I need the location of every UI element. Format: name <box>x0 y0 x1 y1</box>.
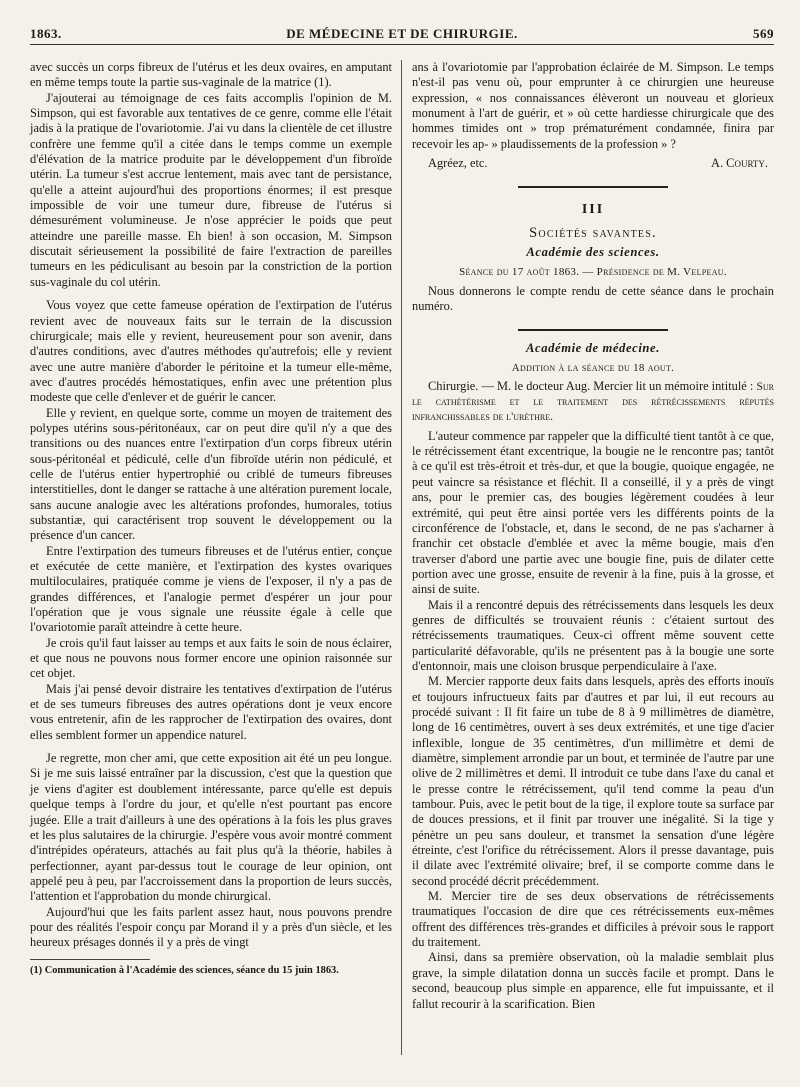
section-title: Sociétés savantes. <box>529 225 657 242</box>
paragraph: J'ajouterai au témoignage de ces faits accomplis l'opinion de M. Simpson, qui est favorable aux tentatives de ce genre, comme elle l'était jadis à la pratique de l'ovariotomie. J'ai vu dans la clientèle de cet illustre confrère une femme qu'il a citée dans le temps comme un exemple d'élévation de la matrice produite par le développement d'un fibroïde utérin. La tumeur s'est accrue lentement, mais avec tant de persistance, qu'elle a atteint aujourd'hui des proportions énormes; il est presque impossible de voir une tumeur dure, fibreuse de l'utérus si démesurément volumineuse. Je n'ose apprécier le poids que peut atteindre une pareille masse. Eh bien! à son occasion, M. Simpson discutait sérieusement la possibilité de faire l'extraction de pareilles tumeurs en les pédiculisant au besoin par la constriction de la portion sus-vaginale du col utérin. <box>30 90 392 289</box>
paragraph <box>412 379 774 425</box>
section-number: III <box>581 202 605 218</box>
signature-line <box>412 156 774 172</box>
paragraph: L'auteur commence par rappeler que la difficulté tient tantôt à ce que, le rétrécissement étant excentrique, la bougie ne le rencontre pas; tantôt à ce qu'il est très-étroit et très-dur, et que la bougie, quoique engagée, ne peut vaincre sa résistance et fléchit. Il a conseillé, il y a près de vingt ans, pour le premier cas, des bougies légèrement coudées à leur extrémité, qui peut être ainsi portée vers les différents points de la circonférence de l'obstacle, et, dans le second, de ne pas s'acharner à franchir cet obstacle d'emblée et avec la même bougie, mais d'en traverser d'abord une partie avec une bougie fine, puis de dilater cette portion avec une grosse, ensuite de revenir à la fine, puis à la grosse, et ainsi de suite. <box>412 428 774 597</box>
paragraph: Mais il a rencontré depuis des rétrécissements dans lesquels les deux genres de difficultés se trouvaient réunis : c'étaient surtout des rétrécissements traumatiques. Ceux-ci offrent même souvent cette particularité défavorable, qu'ils ne présentent pas à la bougie une sorte d'entonnoir, mais une cloison brusque perpendiculaire à l'axe. <box>412 597 774 673</box>
academy-heading: Académie de médecine. <box>526 340 660 355</box>
paragraph: ans à l'ovariotomie par l'approbation éclairée de M. Simpson. Le temps n'est-il pas venu où, pour emprunter à ce chirurgien une heureuse expression, « nos connaissances élèveront un nouveau et glorieux monument à l'art de guérir, et » où cette hardiesse chirurgicale que des hommes timides ont » trop prématurément condamnée, finira par recevoir les ap- » plaudissements de la profession » ? <box>412 60 774 151</box>
paragraph: Ainsi, dans sa première observation, où la maladie semblait plus grave, la simple dilatation donna un succès facile et prompt. Dans le second, beaucoup plus simple en apparence, elle fut impuissante, et il fallut recourir à la scarification. Bien <box>412 950 774 1011</box>
paragraph: avec succès un corps fibreux de l'utérus et les deux ovaires, en amputant en même temps toute la partie sus-vaginale de la matrice (1). <box>30 60 392 90</box>
author: A. Courty. <box>711 156 768 171</box>
header-title: DE MÉDECINE ET DE CHIRURGIE. <box>286 26 518 41</box>
page-number: 569 <box>753 26 774 41</box>
session-line: Addition à la séance du 18 aout. <box>511 361 675 374</box>
page-header <box>30 22 774 45</box>
paragraph: Vous voyez que cette fameuse opération de l'extirpation de l'utérus revient avec de nouveaux faits sur le terrain de la discussion chirurgicale; mais elle y revient, heureusement pour son avenir, dans d'autres conditions, avec d'autres méthodes qu'autrefois; elle y revient avec une autre manière d'aborder le péritoine et la tumeur elle-même, avec d'autres procédés hémostatiques, enfin avec une prétention plus modeste que celle d'enlever et de guérir le cancer. <box>30 298 392 405</box>
paragraph: Nous donnerons le compte rendu de cette séance dans le prochain numéro. <box>412 284 774 314</box>
paragraph: M. Mercier rapporte deux faits dans lesquels, après des efforts inouïs et toujours infructueux faits par d'autres et par lui, il eut recours au procédé suivant : Il fit faire un tube de 8 à 9 millimètres de diamètre, long de 16 centimètres, ouvert à ses deux extrémités, et une tige d'acier inflexible, longue de 35 centimètres, d'un millimètre et demi de diamètre, simplement arrondie par un bout, et terminée de l'autre par une olive de 2 millimètres et demi. Il introduit ce tube dans l'axe du canal et le presse contre le rétrécissement, qu'il tend comme la peau d'un tambour. Puis, avec le petit bout de la tige, il explore toute sa surface par de douces pressions, et il finit par trouver une inégalité. Si la tige y pénètre un peu sans douleur, et transmet la sensation d'une légère étreinte, c'est l'orifice du rétrécissement. Alors il presse davantage, puis il dilate avec l'extrémité olivaire; bref, il se comporte comme dans le second procédé décrit précédemment. <box>412 674 774 888</box>
footnote: (1) Communication à l'Académie des sciences, séance du 15 juin 1863. <box>30 964 339 976</box>
footnote-divider <box>30 959 150 960</box>
paper-intro: Chirurgie. — M. le docteur Aug. Mercier lit un mémoire intitulé : <box>428 378 754 393</box>
section-divider <box>518 186 668 188</box>
paragraph: M. Mercier tire de ses deux observations de rétrécissements traumatiques l'occasion de dire que ces rétrécissements eux-mêmes offrent des différences très-grandes et difficiles à prévoir sous le rapport du traitement. <box>412 889 774 950</box>
paragraph: Je crois qu'il faut laisser au temps et aux faits le soin de nous éclairer, et que nous ne pouvons nous former encore une opinion raisonnée sur cet objet. <box>30 635 392 681</box>
paragraph: Aujourd'hui que les faits parlent assez haut, nous pouvons prendre pour des réalités l'espoir conçu par Morand il y a près d'un siècle, et les heureux présages donnés il y a près de vingt <box>30 904 392 950</box>
academy-heading: Académie des sciences. <box>526 245 660 260</box>
paper-title: Sur le cathétérisme et le traitement des rétrécissements réputés infranchissables de l'urèthre. <box>412 379 774 424</box>
header-year: 1863. <box>30 26 62 41</box>
paragraph: Elle y revient, en quelque sorte, comme un moyen de traitement des polypes utérins sous-péritonéaux, car on peut dire qu'il n'y a que des transitions ou des nuances entre l'extirpation d'un corps fibreux utérin sous-péritonéal et pédiculé, celle d'un fibroïde utérin non pédiculé, et celle de l'utérus entier hypertrophié ou criblé de tumeurs fibreuses interstitielles, dont le danger se rattache à une altération purement locale, sans aucune analogie avec les altérations profondes, humorales, totius substantiæ, qui caractérisent trop souvent le développement ou la présence d'un cancer. <box>30 405 392 543</box>
two-column-body <box>30 60 774 1060</box>
section-divider <box>518 329 668 331</box>
signoff: Agréez, etc. <box>428 156 488 171</box>
paragraph: Mais j'ai pensé devoir distraire les tentatives d'extirpation de l'utérus et de ses tumeurs fibreuses des autres opérations dont je veux encore vous entretenir, afin de les rapprocher de l'extirpation des ovaires, dont elles semblent former un appendice naturel. <box>30 681 392 742</box>
session-line: Séance du 17 août 1863. — Présidence de M. Velpeau. <box>459 266 727 279</box>
paragraph: Je regrette, mon cher ami, que cette exposition ait été un peu longue. Si je me suis laissé entraîner par la discussion, c'est que la question que je viens d'agiter est doublement intéressante, parce qu'elle est depuis quelque temps à l'ordre du jour, et qu'elle n'est pourtant pas encore jugée. Elle a trait d'ailleurs à une des opérations à la fois les plus graves et les plus salutaires de la chirurgie. J'espère vous avoir montré comment d'intrépides opérateurs, attachés au fait plus qu'à la théorie, habiles à perfectionner, ayant par-dessus tout le courage de leur opinion, ont appelé peu à peu, par l'accroissement dans la proportion de leurs succès, l'attention et l'approbation du monde chirurgical. <box>30 751 392 904</box>
column-divider <box>401 60 402 1055</box>
paragraph: Entre l'extirpation des tumeurs fibreuses et de l'utérus entier, conçue et exécutée de cette manière, et l'extirpation des kystes ovariques multiloculaires, pratiquée comme je viens de l'exposer, il n'y a pas de grandes différences, et l'analogie permet d'espérer un jour pour l'opération que je vous signale une réussite égale à celle que l'ovariotomie paraît atteindre à cette heure. <box>30 543 392 635</box>
left-column <box>30 60 392 977</box>
right-column <box>412 60 774 1012</box>
journal-page <box>30 22 774 1072</box>
